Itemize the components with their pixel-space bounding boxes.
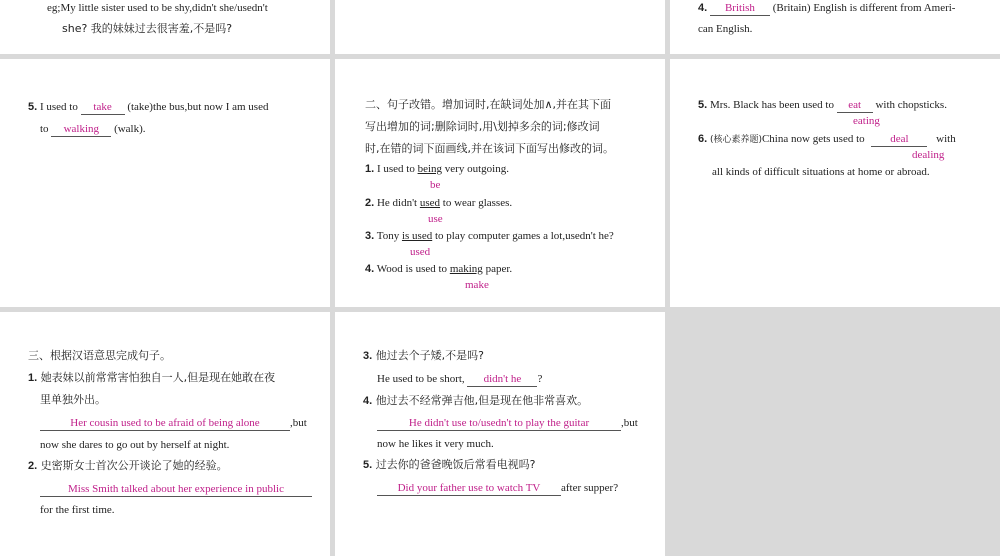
- question-text: ?: [537, 373, 543, 385]
- question-number: 2.: [28, 460, 38, 472]
- panel-translation-2: [335, 312, 665, 556]
- wrong-word: is used: [401, 230, 433, 242]
- answer-blank[interactable]: He didn't use to/usedn't to play the guitar: [377, 417, 621, 431]
- translation-4-zh: [363, 393, 588, 409]
- correction-item: [365, 228, 614, 244]
- question-text: (walk).: [114, 123, 146, 135]
- question-text: (take)the bus,but now I am used: [127, 101, 269, 113]
- question-number: 6.: [698, 133, 708, 145]
- correction-word: use: [428, 213, 443, 225]
- item-text: Tony: [376, 230, 402, 242]
- item-text: He didn't: [376, 197, 420, 209]
- item-number: 1.: [365, 163, 375, 175]
- answer-blank[interactable]: didn't he: [467, 373, 537, 387]
- translation-4-answer-line: [377, 415, 638, 431]
- item-text: paper.: [482, 263, 513, 275]
- correction-word: eating: [853, 115, 880, 127]
- question-number: 5.: [698, 99, 708, 111]
- item-text: to play computer games a lot,usedn't he?: [432, 230, 614, 242]
- question-text: (Britain) English is different from Ameri-: [772, 2, 956, 14]
- answer-blank[interactable]: deal: [871, 133, 927, 147]
- panel-question-5: [0, 59, 330, 307]
- panel-translation-1: [0, 312, 330, 556]
- panel-empty-bottom: [670, 312, 1000, 556]
- question-text: ,but: [290, 417, 307, 429]
- section-heading-line-3: 时,在错的词下面画线,并在该词下面写出修改的词。: [365, 142, 614, 155]
- question-6-line: [698, 131, 956, 148]
- question-text: He used to be short,: [377, 373, 465, 385]
- example-line-1: eg;My little sister used to be shy,didn't she/usedn't: [47, 2, 268, 14]
- question-5-line-1: [28, 99, 268, 115]
- question-number: 1.: [28, 372, 38, 384]
- translation-2-answer-line: [40, 481, 312, 497]
- question-5-line-2: [40, 121, 146, 137]
- correction-word: be: [430, 179, 441, 191]
- translation-1-zh: [28, 370, 275, 386]
- chinese-prompt: 史密斯女士首次公开谈论了她的经验。: [40, 459, 228, 472]
- translation-1-zh-2: 里单独外出。: [40, 393, 106, 406]
- item-text: Wood is used to: [376, 263, 450, 275]
- answer-blank[interactable]: Miss Smith talked about her experience in public: [40, 483, 312, 497]
- item-number: 4.: [365, 263, 375, 275]
- translation-5-answer-line: [377, 480, 618, 496]
- question-text: to: [40, 123, 49, 135]
- question-5-line: [698, 97, 947, 113]
- correction-word: dealing: [912, 149, 945, 161]
- panel-empty-top: [335, 0, 665, 54]
- question-number: 5.: [28, 101, 38, 113]
- panel-error-correction: [335, 59, 665, 307]
- answer-blank[interactable]: take: [81, 101, 125, 115]
- question-6-line-2: all kinds of difficult situations at home or abroad.: [712, 166, 930, 178]
- wrong-word: being: [417, 163, 443, 175]
- panel-example: [0, 0, 330, 54]
- translation-1-line-2: now she dares to go out by herself at night.: [40, 439, 230, 451]
- translation-3-zh: [363, 348, 484, 364]
- answer-blank[interactable]: Did your father use to watch TV: [377, 482, 561, 496]
- translation-2-line-2: for the first time.: [40, 504, 115, 516]
- question-text: Mrs. Black has been used to: [709, 99, 834, 111]
- question-number: 4.: [698, 2, 708, 14]
- question-text: I used to: [39, 101, 78, 113]
- chinese-prompt: 他过去不经常弹吉他,但是现在他非常喜欢。: [375, 394, 589, 407]
- answer-blank[interactable]: British: [710, 2, 770, 16]
- question-number: 3.: [363, 350, 373, 362]
- chinese-prompt: 过去你的爸爸晚饭后常看电视吗?: [375, 458, 536, 471]
- question-text: China now gets used to: [761, 133, 865, 145]
- question-number: 5.: [363, 459, 373, 471]
- correction-item: [365, 161, 509, 177]
- section-heading: 三、根据汉语意思完成句子。: [28, 349, 171, 362]
- panel-question-4: [670, 0, 1000, 54]
- section-heading-line-1: 二、句子改错。增加词时,在缺词处加∧,并在其下面: [365, 98, 612, 111]
- translation-2-zh: [28, 458, 228, 474]
- item-text: very outgoing.: [442, 163, 509, 175]
- core-literacy-tag: (核心素养题): [709, 135, 762, 145]
- question-4-line-2: can English.: [698, 23, 753, 35]
- translation-1-answer-line: [40, 415, 307, 431]
- item-number: 2.: [365, 197, 375, 209]
- question-4-line-1: [698, 0, 955, 16]
- translation-5-zh: [363, 457, 536, 473]
- item-text: I used to: [376, 163, 418, 175]
- question-text: ,but: [621, 417, 638, 429]
- answer-blank[interactable]: Her cousin used to be afraid of being alone: [40, 417, 290, 431]
- correction-item: [365, 261, 512, 277]
- chinese-prompt: 他过去个子矮,不是吗?: [375, 349, 485, 362]
- example-line-2: she? 我的妹妹过去很害羞,不是吗?: [62, 22, 233, 35]
- correction-item: [365, 195, 512, 211]
- correction-word: used: [410, 246, 431, 258]
- answer-blank[interactable]: eat: [837, 99, 873, 113]
- question-text: after supper?: [561, 482, 619, 494]
- wrong-word: making: [449, 263, 483, 275]
- translation-4-line-2: now he likes it very much.: [377, 438, 494, 450]
- translation-3-answer-line: [377, 371, 542, 387]
- panel-questions-5-6: [670, 59, 1000, 307]
- item-text: to wear glasses.: [440, 197, 513, 209]
- correction-word: make: [465, 279, 489, 291]
- section-heading-line-2: 写出增加的词;删除词时,用\划掉多余的词;修改词: [365, 120, 600, 133]
- item-number: 3.: [365, 230, 375, 242]
- question-text: with chopsticks.: [875, 99, 947, 111]
- question-text: with: [936, 133, 956, 145]
- chinese-prompt: 她表妹以前常常害怕独自一人,但是现在她敢在夜: [40, 371, 276, 384]
- answer-blank[interactable]: walking: [51, 123, 111, 137]
- wrong-word: used: [419, 197, 441, 209]
- question-number: 4.: [363, 395, 373, 407]
